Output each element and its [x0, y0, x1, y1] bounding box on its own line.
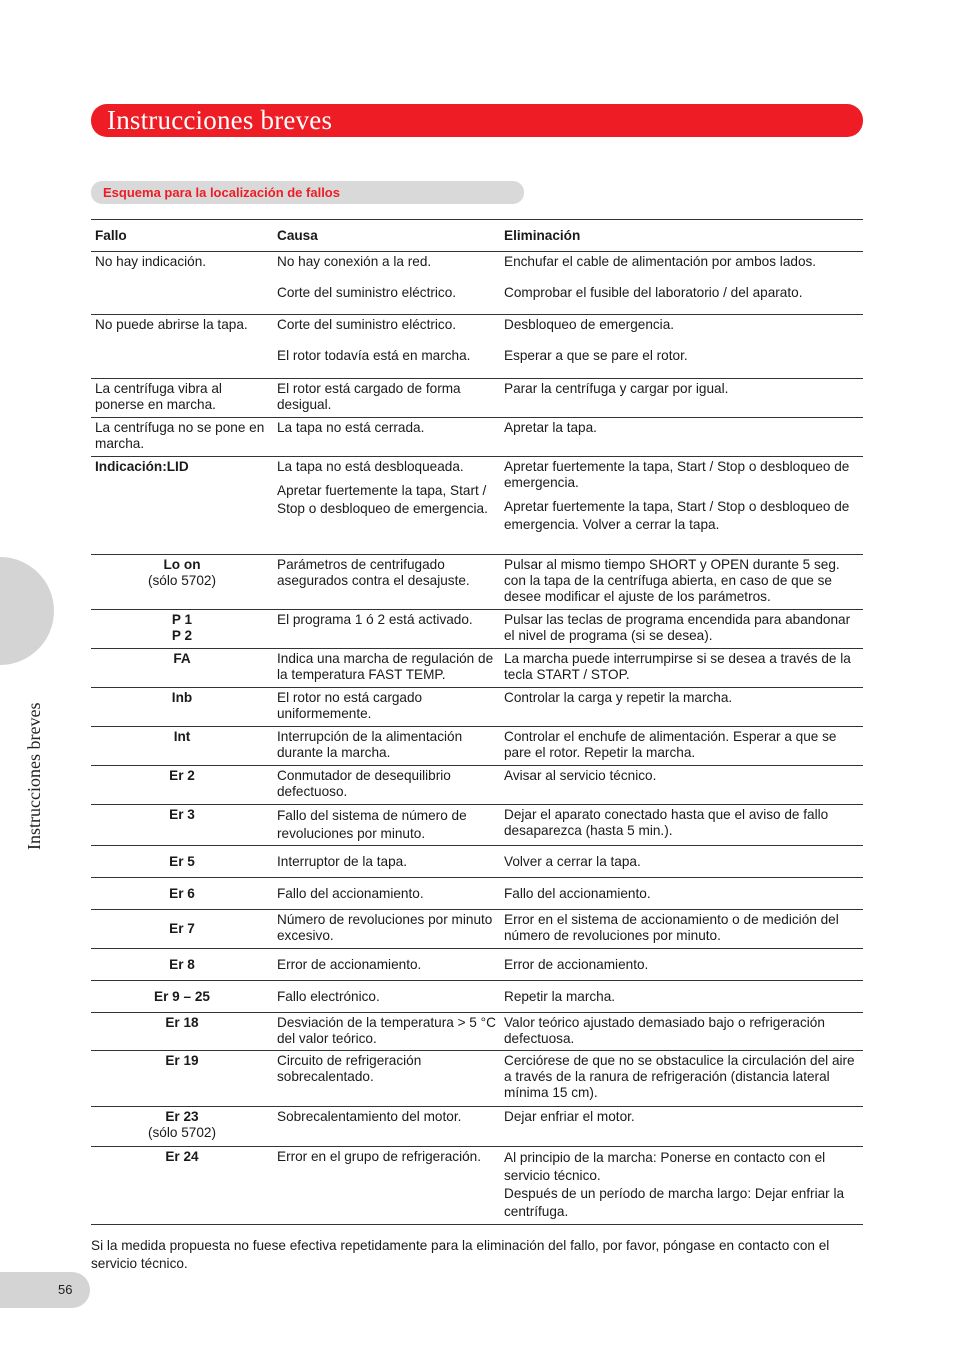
- causa-cell: Interruptor de la tapa.: [277, 853, 407, 869]
- fallo-note: (sólo 5702): [147, 573, 216, 588]
- eliminacion-cell: Desbloqueo de emergencia.: [504, 317, 675, 332]
- causa-cell: El programa 1 ó 2 está activado.: [277, 612, 473, 627]
- causa-cell: La tapa no está desbloqueada.: [277, 459, 464, 474]
- causa-cell: Indica una marcha de regulación de la temperatura FAST TEMP.: [277, 651, 494, 682]
- table-row: [91, 878, 863, 910]
- causa-cell: El rotor está cargado de forma desigual.: [277, 381, 461, 412]
- fault-table: [91, 219, 863, 1225]
- eliminacion-cell: Comprobar el fusible del laboratorio / del aparato.: [504, 285, 803, 300]
- eliminacion-cell: Después de un período de marcha largo: Dejar enfriar la centrífuga.: [504, 1186, 845, 1219]
- fallo-code: Inb: [171, 690, 193, 705]
- causa-cell: Fallo del accionamiento.: [277, 885, 424, 901]
- eliminacion-cell: Esperar a que se pare el rotor.: [504, 348, 688, 363]
- table-row: [91, 315, 863, 379]
- eliminacion-cell: Pulsar las teclas de programa encendida para abandonar el nivel de programa (si se desea).: [504, 612, 851, 643]
- causa-cell: El rotor todavía está en marcha.: [277, 348, 471, 363]
- header-bar: [91, 104, 863, 137]
- table-row: [91, 910, 863, 949]
- eliminacion-cell: Dejar el aparato conectado hasta que el aviso de fallo desaparezca (hasta 5 min.).: [504, 807, 829, 838]
- eliminacion-cell: Valor teórico ajustado demasiado bajo o refrigeración defectuosa.: [504, 1015, 825, 1046]
- fallo-code: Er 2: [169, 768, 195, 783]
- table-row: [91, 1147, 863, 1225]
- causa-cell: Número de revoluciones por minuto excesivo.: [277, 912, 493, 943]
- table-row: [91, 688, 863, 727]
- eliminacion-cell: Enchufar el cable de alimentación por ambos lados.: [504, 254, 817, 269]
- fallo-code: Er 6: [169, 885, 195, 901]
- eliminacion-cell: Apretar fuertemente la tapa, Start / Stop o desbloqueo de emergencia.: [504, 459, 850, 490]
- fallo-code: P 1: [171, 612, 193, 627]
- fallo-code: Lo on: [163, 557, 201, 572]
- fallo-cell: La centrífuga no se pone en marcha.: [95, 420, 265, 451]
- eliminacion-cell: Controlar la carga y repetir la marcha.: [504, 690, 733, 705]
- causa-cell: Fallo electrónico.: [277, 988, 380, 1004]
- eliminacion-cell: Controlar el enchufe de alimentación. Esperar a que se pare el rotor. Repetir la marcha.: [504, 729, 837, 760]
- table-header-row: [91, 220, 863, 252]
- table-row: [91, 555, 863, 610]
- table-row: [91, 252, 863, 315]
- fallo-code: P 2: [171, 628, 193, 643]
- fallo-code: Int: [173, 729, 191, 744]
- eliminacion-cell: Al principio de la marcha: Ponerse en contacto con el servicio técnico.: [504, 1150, 826, 1183]
- table-row: [91, 1107, 863, 1147]
- column-header-causa: Causa: [277, 227, 318, 243]
- fallo-code: Er 8: [169, 956, 195, 972]
- causa-cell: Sobrecalentamiento del motor.: [277, 1109, 462, 1124]
- eliminacion-cell: La marcha puede interrumpirse si se desea a través de la tecla START / STOP.: [504, 651, 851, 682]
- eliminacion-cell: Error en el sistema de accionamiento o de medición del número de revoluciones por minuto.: [504, 912, 839, 943]
- causa-cell: Parámetros de centrifugado asegurados contra el desajuste.: [277, 557, 470, 588]
- causa-cell: Corte del suministro eléctrico.: [277, 285, 457, 300]
- page-title: Instrucciones breves: [107, 105, 333, 135]
- fallo-code: Er 19: [165, 1053, 199, 1068]
- fallo-code: Er 3: [169, 807, 195, 822]
- footer-note: Si la medida propuesta no fuese efectiva repetidamente para la eliminación del fallo, por favor, póngase en contacto con el servicio técnico.: [91, 1238, 830, 1271]
- table-row: [91, 418, 863, 457]
- causa-cell: La tapa no está cerrada.: [277, 420, 425, 435]
- column-header-eliminacion: Eliminación: [504, 227, 581, 243]
- causa-cell: Fallo del sistema de número de revoluciones por minuto.: [277, 808, 467, 841]
- table-row: [91, 766, 863, 805]
- fallo-code: FA: [173, 651, 191, 666]
- eliminacion-cell: Fallo del accionamiento.: [504, 885, 651, 901]
- side-tab: [0, 557, 54, 665]
- causa-cell: Apretar fuertemente la tapa, Start / Stop o desbloqueo de emergencia.: [277, 483, 488, 516]
- fallo-code: Er 5: [169, 853, 195, 869]
- eliminacion-cell: Avisar al servicio técnico.: [504, 768, 657, 783]
- eliminacion-cell: Volver a cerrar la tapa.: [504, 853, 641, 869]
- side-label: Instrucciones breves: [24, 702, 44, 850]
- causa-cell: Corte del suministro eléctrico.: [277, 317, 457, 332]
- causa-cell: El rotor no está cargado uniformemente.: [277, 690, 423, 721]
- page-number: 56: [58, 1282, 73, 1297]
- table-row: [91, 981, 863, 1013]
- fallo-code: Er 23: [165, 1109, 199, 1124]
- fallo-cell: Indicación:LID: [95, 459, 189, 474]
- fallo-code: Er 9 – 25: [154, 988, 210, 1004]
- table-row: [91, 846, 863, 878]
- fallo-cell: No hay indicación.: [95, 254, 207, 269]
- causa-cell: Conmutador de desequilibrio defectuoso.: [277, 768, 451, 799]
- causa-cell: No hay conexión a la red.: [277, 254, 432, 269]
- table-row: [91, 1013, 863, 1051]
- eliminacion-cell: Cerciórese de que no se obstaculice la circulación del aire a través de la ranura de refrigeración (distancia lateral mínima 15 cm).: [504, 1053, 855, 1100]
- fallo-code: Er 7: [169, 921, 195, 936]
- causa-cell: Desviación de la temperatura > 5 °C del valor teórico.: [277, 1015, 496, 1046]
- table-row: [91, 457, 863, 555]
- table-row: [91, 1051, 863, 1107]
- fallo-code: Er 24: [165, 1149, 199, 1164]
- fallo-note: (sólo 5702): [147, 1125, 216, 1140]
- eliminacion-cell: Parar la centrífuga y cargar por igual.: [504, 381, 729, 396]
- section-title: Esquema para la localización de fallos: [103, 185, 340, 200]
- eliminacion-cell: Pulsar al mismo tiempo SHORT y OPEN durante 5 seg. con la tapa de la centrífuga abierta, en caso de que se desee modificar el ajuste de los parámetros.: [504, 557, 840, 604]
- eliminacion-cell: Apretar fuertemente la tapa, Start / Stop o desbloqueo de emergencia. Volver a cerrar la tapa.: [504, 499, 850, 532]
- eliminacion-cell: Repetir la marcha.: [504, 988, 616, 1004]
- table-row: [91, 727, 863, 766]
- causa-cell: Error en el grupo de refrigeración.: [277, 1149, 482, 1164]
- causa-cell: Circuito de refrigeración sobrecalentado.: [277, 1053, 422, 1084]
- causa-cell: Interrupción de la alimentación durante la marcha.: [277, 729, 463, 760]
- table-row: [91, 649, 863, 688]
- table-row: [91, 805, 863, 846]
- page-tab: [0, 1272, 90, 1308]
- fallo-code: Er 18: [165, 1015, 199, 1030]
- eliminacion-cell: Apretar la tapa.: [504, 420, 597, 435]
- table-row: [91, 949, 863, 981]
- table-row: [91, 379, 863, 418]
- causa-cell: Error de accionamiento.: [277, 956, 422, 972]
- table-row: [91, 610, 863, 649]
- fallo-cell: No puede abrirse la tapa.: [95, 317, 248, 332]
- section-header: [91, 181, 524, 204]
- fallo-cell: La centrífuga vibra al ponerse en marcha.: [95, 381, 222, 412]
- column-header-fallo: Fallo: [95, 227, 127, 243]
- eliminacion-cell: Dejar enfriar el motor.: [504, 1109, 635, 1124]
- eliminacion-cell: Error de accionamiento.: [504, 956, 649, 972]
